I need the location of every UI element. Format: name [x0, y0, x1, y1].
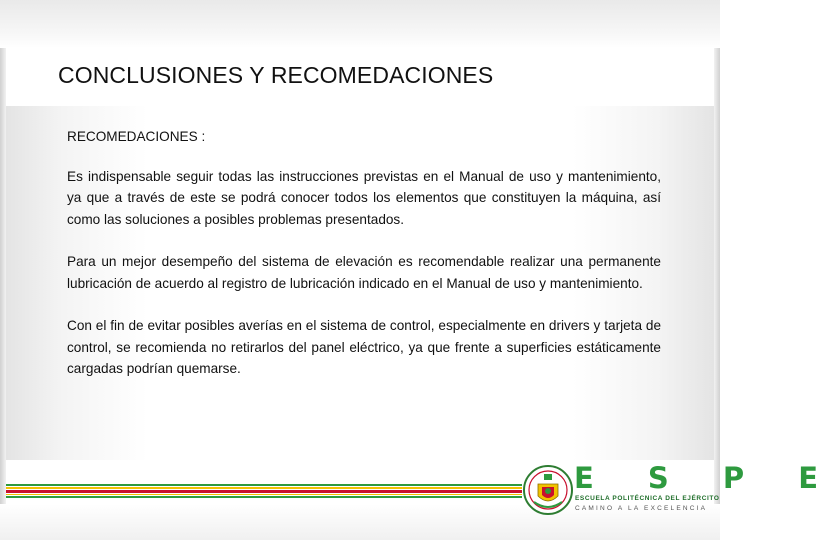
stripe-yellow-2: [6, 494, 522, 495]
right-shadow: [714, 0, 720, 540]
espe-seal-icon: [522, 462, 574, 518]
logo-wordmark: E S P E: [574, 461, 840, 495]
paragraph-1: Es indispensable seguir todas las instrucciones previstas en el Manual de uso y mantenimiento, ya que a través de este se podrá conocer todos los elementos que constituyen la máquina, así como las soluciones a posibles problemas presentados.: [67, 168, 661, 227]
paragraph-3: Con el fin de evitar posibles averías en el sistema de control, especialmente en drivers y tarjeta de control, se recomienda no retirarlos del panel eléctrico, ya que frente a superficies estáticamente cargadas podrían quemarse.: [67, 318, 661, 376]
espe-logo: [522, 460, 840, 520]
paragraph-2: Para un mejor desempeño del sistema de elevación es recomendable realizar una permanente lubricación de acuerdo al registro de lubricación indicado en el Manual de uso y mantenimiento.: [67, 254, 661, 291]
footer-stripes: [6, 484, 522, 498]
slide-title: CONCLUSIONES Y RECOMEDACIONES: [58, 62, 494, 88]
school-name: ESCUELA POLITÉCNICA DEL EJÉRCITO: [575, 495, 720, 502]
stripe-red: [6, 490, 522, 493]
stripe-green-2: [6, 496, 522, 498]
stripe-yellow: [6, 487, 522, 489]
slide-content: [67, 126, 661, 401]
top-band: [0, 0, 720, 48]
stripe-green: [6, 484, 522, 486]
section-subtitle: RECOMEDACIONES :: [67, 129, 206, 144]
school-motto: CAMINO A LA EXCELENCIA: [575, 505, 708, 512]
